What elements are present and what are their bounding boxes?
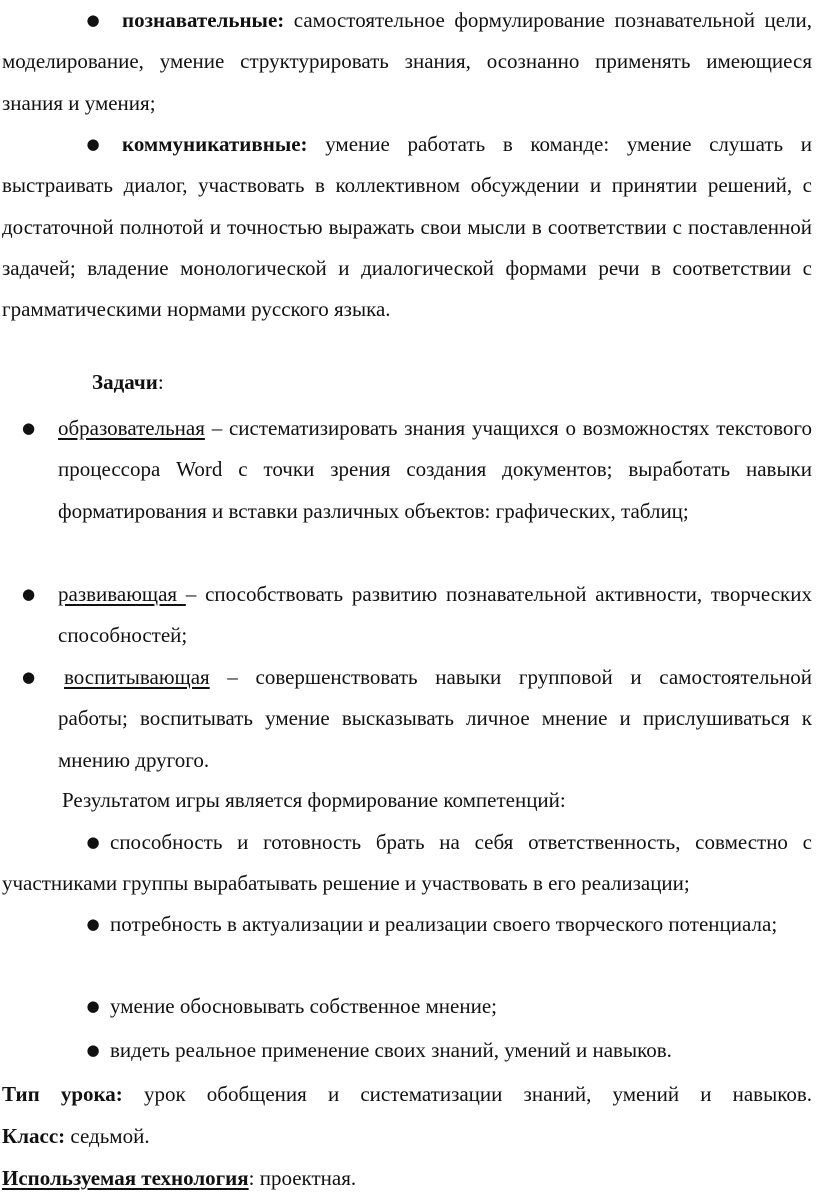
lesson-type — [2, 1074, 812, 1115]
cognitive-label: познавательные: — [122, 8, 285, 32]
technology-label: Используемая технология — [2, 1166, 249, 1190]
bullet-icon: ● — [86, 915, 100, 933]
result-intro: Результатом игры является формирование компетенций: — [62, 788, 566, 812]
competency-item — [2, 1030, 812, 1071]
bullet-icon: ● — [86, 1041, 100, 1059]
tasks-heading — [92, 362, 812, 403]
communicative-text: умение работать в команде: умение слушать и выстраивать диалог, участвовать в коллективном обсуждении и принятии решений, с достаточной полнотой и точностью выражать свои мысли в соответствии с поставленной задачей; владение монологической и диалогической формами речи в соответствии с грамматическими нормами русского языка. — [2, 132, 812, 322]
task-item-developing — [22, 574, 812, 657]
communicative-label: коммуникативные: — [122, 132, 308, 156]
task-item-upbringing — [22, 657, 812, 781]
bullet-icon: ● — [86, 11, 100, 29]
task-text: – совершенствовать навыки групповой и самостоятельной работы; воспитывать умение высказывать личное мнение и прислушиваться к мнению другого. — [58, 665, 812, 772]
class-label: Класс: — [2, 1124, 66, 1148]
bullet-icon: ● — [86, 135, 100, 153]
competency-text: потребность в актуализации и реализации своего творческого потенциала; — [110, 912, 778, 936]
competency-text: видеть реальное применение своих знаний, умений и навыков. — [110, 1038, 672, 1062]
bullet-icon: ● — [86, 833, 100, 851]
competency-text: умение обосновывать собственное мнение; — [110, 994, 497, 1018]
class-text: седьмой. — [70, 1124, 150, 1148]
task-label: образовательная — [58, 416, 205, 440]
communicative-paragraph — [2, 124, 812, 330]
tasks-heading-label: Задачи — [92, 370, 158, 394]
competency-item — [2, 904, 812, 945]
bullet-icon: ● — [22, 585, 36, 603]
cognitive-paragraph — [2, 0, 812, 124]
task-label: развивающая — [58, 582, 186, 606]
task-item-educational — [22, 408, 813, 532]
technology-text: : проектная. — [248, 1166, 357, 1190]
task-label: воспитывающая — [64, 665, 210, 689]
technology-line — [2, 1158, 812, 1199]
competency-item — [2, 822, 812, 905]
lesson-type-label: Тип урока: — [2, 1082, 123, 1106]
tasks-heading-colon: : — [157, 370, 164, 394]
bullet-icon: ● — [22, 668, 36, 686]
lesson-type-text: урок обобщения и систематизации знаний, умений и навыков. — [143, 1082, 812, 1106]
competency-item — [2, 986, 812, 1027]
task-text: – способствовать развитию познавательной активности, творческих способностей; — [58, 582, 812, 648]
bullet-icon: ● — [22, 419, 36, 437]
competency-text: способность и готовность брать на себя ответственность, совместно с участниками группы вырабатывать решение и участвовать в его реализации; — [2, 830, 812, 896]
task-text: – систематизировать знания учащихся о возможностях текстового процессора Word с точки зрения создания документов; выработать навыки форматирования и вставки различных объектов: графических, таблиц; — [58, 416, 813, 523]
cognitive-text: самостоятельное формулирование познавательной цели, моделирование, умение структурировать знания, осознанно применять имеющиеся знания и умения; — [2, 8, 813, 115]
class-line — [2, 1116, 812, 1157]
bullet-icon: ● — [86, 997, 100, 1015]
